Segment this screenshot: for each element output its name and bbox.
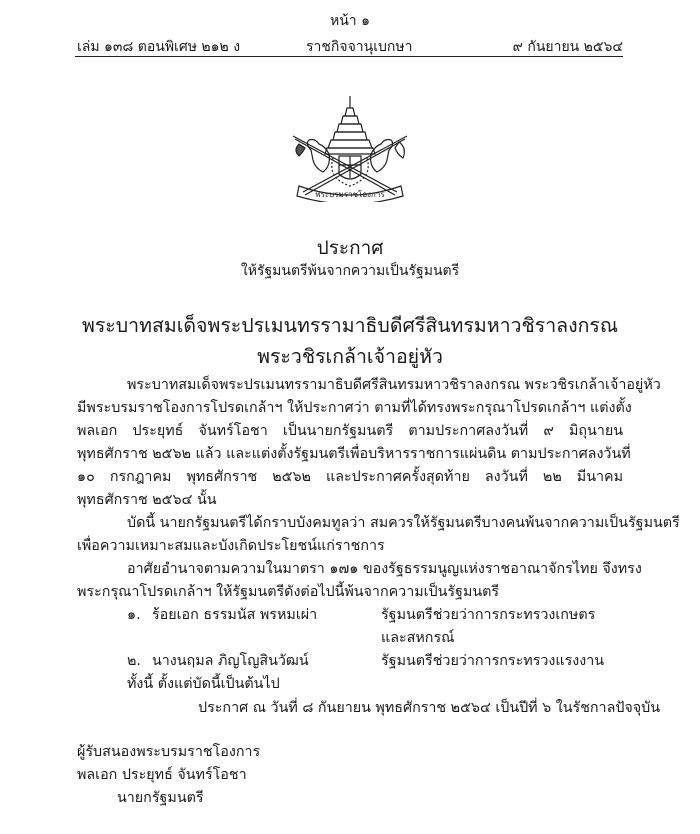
minister-position: และสหกรณ์: [381, 630, 455, 646]
emblem-ribbon-text: พระบรมราชโองการ: [315, 190, 385, 199]
minister-number: ๑.: [127, 607, 141, 623]
announcement-subject: ให้รัฐมนตรีพ้นจากความเป็นรัฐมนตรี: [240, 263, 460, 279]
header-rule: [75, 56, 623, 57]
page-number: หน้า ๑: [330, 13, 370, 29]
minister-name: ร้อยเอก ธรรมนัส พรหมเผ่า: [152, 607, 318, 623]
paragraph-1-line: พุทธศักราช ๒๕๖๔ นั้น: [77, 492, 217, 508]
minister-number: ๒.: [127, 653, 141, 669]
signatory-title: นายกรัฐมนตรี: [117, 790, 204, 806]
gazette-volume: เล่ม ๑๓๘ ตอนพิเศษ ๒๑๒ ง: [77, 39, 241, 55]
effective-clause: ทั้งนี้ ตั้งแต่บัดนี้เป็นต้นไป: [127, 676, 280, 692]
king-name-line2: พระวชิรเกล้าเจ้าอยู่หัว: [257, 345, 443, 368]
paragraph-3-line: พระกรุณาโปรดเกล้าฯ ให้รัฐมนตรีดังต่อไปนี้พ้นจากความเป็นรัฐมนตรี: [77, 584, 500, 600]
minister-name: นางนฤมล ภิญโญสินวัฒน์: [152, 653, 309, 669]
proclamation-date: ประกาศ ณ วันที่ ๘ กันยายน พุทธศักราช ๒๕๖๔ เป็นปีที่ ๖ ในรัชกาลปัจจุบัน: [198, 700, 661, 716]
paragraph-3-line: อาศัยอำนาจตามความในมาตรา ๑๗๑ ของรัฐธรรมนูญแห่งราชอาณาจักรไทย จึงทรง: [127, 561, 642, 577]
minister-position: รัฐมนตรีช่วยว่าการกระทรวงแรงงาน: [381, 653, 605, 669]
announcement-heading: ประกาศ: [316, 237, 384, 259]
paragraph-1-line: มีพระบรมราชโองการโปรดเกล้าฯ ให้ประกาศว่า ตามที่ได้ทรงพระกรุณาโปรดเกล้าฯ แต่งตั้ง: [77, 400, 632, 416]
paragraph-1-line: พลเอก ประยุทธ์ จันทร์โอชา เป็นนายกรัฐมนตรี ตามประกาศลงวันที่ ๙ มิถุนายน: [77, 423, 623, 439]
signatory-name: พลเอก ประยุทธ์ จันทร์โอชา: [77, 767, 247, 783]
paragraph-1-line: พระบาทสมเด็จพระปรเมนทรรามาธิบดีศรีสินทรมหาวชิราลงกรณ พระวชิรเกล้าเจ้าอยู่หัว: [127, 377, 661, 393]
paragraph-1-line: ๑๐ กรกฎาคม พุทธศักราช ๒๕๖๒ และประกาศครั้งสุดท้าย ลงวันที่ ๒๒ มีนาคม: [77, 469, 623, 485]
paragraph-2-line: เพื่อความเหมาะสมและบังเกิดประโยชน์แก่ราชการ: [77, 538, 385, 554]
royal-garuda-emblem-icon: [285, 94, 415, 202]
paragraph-2-line: บัดนี้ นายกรัฐมนตรีได้กราบบังคมทูลว่า สมควรให้รัฐมนตรีบางคนพ้นจากความเป็นรัฐมนตรี: [127, 515, 680, 531]
publication-name: ราชกิจจานุเบกษา: [306, 39, 413, 55]
paragraph-1-line: พุทธศักราช ๒๕๖๒ แล้ว และแต่งตั้งรัฐมนตรีเพื่อบริหารราชการแผ่นดิน ตามประกาศลงวันที่: [77, 446, 631, 462]
countersign-label: ผู้รับสนองพระบรมราชโองการ: [77, 744, 261, 760]
minister-position: รัฐมนตรีช่วยว่าการกระทรวงเกษตร: [381, 607, 596, 623]
king-name-line1: พระบาทสมเด็จพระปรเมนทรรามาธิบดีศรีสินทรมหาวชิราลงกรณ: [81, 314, 618, 337]
publication-date: ๙ กันยายน ๒๕๖๔: [512, 39, 623, 55]
